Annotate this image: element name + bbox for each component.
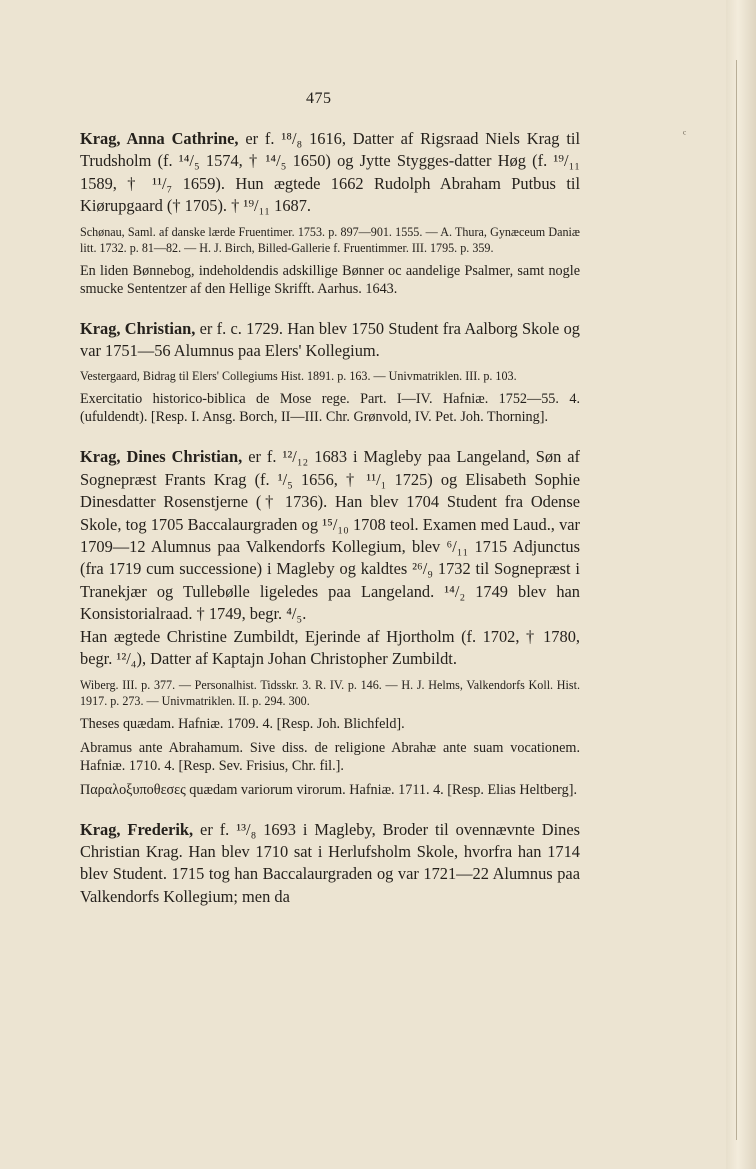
entry-heading: Krag, Anna Cathrine, xyxy=(80,129,239,148)
entry-frederik-intro: Krag, Frederik, er f. ¹³/₈ 1693 i Magleby, Broder til ovennævnte Dines Christian Krag. Han blev 1710 sat i Herlufsholm Skole, hvorfra han 1714 blev Student. 1715 tog han Baccalaurgraden og var 1721—22 Alumnus paa Valkendorfs Kollegium; men da xyxy=(80,819,580,906)
entry-heading: Krag, Christian, xyxy=(80,318,196,338)
entry-work: En liden Bønnebog, indeholdendis adskillige Bønner oc aandelige Psalmer, samt nogle smucke Sententzer af den Hellige Skrifft. Aarhus. 1643. xyxy=(80,262,580,297)
page-number: 475 xyxy=(306,90,332,107)
entry-references: Wiberg. III. p. 377. — Personalhist. Tidsskr. 3. R. IV. p. 146. — H. J. Helms, Valkendorfs Koll. Hist. 1917. p. 273. — Univmatriklen. II. p. 294. 300. xyxy=(80,677,580,708)
entry-heading: Krag, Frederik, xyxy=(80,819,194,839)
entry-references: Schønau, Saml. af danske lærde Fruentimer. 1753. p. 897—901. 1555. — A. Thura, Gynæceum Daniæ litt. 1732. p. 81—82. — H. J. Birch, Billed-Gallerie f. Fruentimmer. III. 1795. p. 359. xyxy=(80,224,580,255)
entry-anna-cathrine-intro: Krag, Anna Cathrine, er f. ¹⁸/₈ 1616, Datter af Rigsraad Niels Krag til Trudsholm (f. ¹⁴/₅ 1574, † ¹⁴/₅ 1650) og Jytte Stygges-datter Høg (f. ¹⁹/₁₁ 1589, † ¹¹/₇ 1659). Hun ægtede 1662 Rudolph Abraham Putbus til Kiørupgaard († 1705). † ¹⁹/₁₁ 1687. xyxy=(80,129,581,216)
margin-mark: ᶜ xyxy=(683,127,687,141)
entry-work: Παραλοξυποθεσες quædam variorum virorum. Hafniæ. 1711. 4. [Resp. Elias Heltberg]. xyxy=(80,781,578,798)
entry-heading: Krag, Dines Christian, xyxy=(80,447,243,467)
entry-christian-intro: Krag, Christian, er f. c. 1729. Han blev 1750 Student fra Aalborg Skole og var 1751—56 Alumnus paa Elers' Kollegium. xyxy=(80,318,580,361)
entry-work: Abramus ante Abrahamum. Sive diss. de religione Abrahæ ante suam vocationem. Hafniæ. 1710. 4. [Resp. Sev. Frisius, Chr. fil.]. xyxy=(80,739,580,774)
page-fold-line xyxy=(736,60,737,1140)
entry-work: Theses quædam. Hafniæ. 1709. 4. [Resp. Joh. Blichfeld]. xyxy=(80,715,405,732)
text-column xyxy=(80,128,580,908)
entry-dines-christian-intro: Krag, Dines Christian, er f. ¹²/₁₂ 1683 i Magleby paa Langeland, Søn af Sognepræst Frants Krag (f. ¹/₅ 1656, † ¹¹/₁ 1725) og Elisabeth Sophie Dinesdatter Rosenstjerne († 1736). Han blev 1704 Student fra Odense Skole, tog 1705 Baccalaurgraden og ¹⁵/₁₀ 1708 teol. Examen med Laud., var 1709—12 Alumnus paa Valkendorfs Kollegium, blev ⁶/₁₁ 1715 Adjunctus (fra 1719 cum successione) i Magleby og kaldtes ²⁶/₉ 1732 til Sognepræst i Tranekjær og Tullebølle ligeledes paa Langeland. ¹⁴/₂ 1749 blev han Konsistorialraad. † 1749, begr. ⁴/₅. xyxy=(80,447,580,624)
entry-references: Vestergaard, Bidrag til Elers' Collegiums Hist. 1891. p. 163. — Univmatriklen. III. p. 103. xyxy=(80,369,517,384)
entry-work: Exercitatio historico-biblica de Mose rege. Part. I—IV. Hafniæ. 1752—55. 4. (ufuldendt). [Resp. I. Ansg. Borch, II—III. Chr. Grønvold, IV. Pet. Joh. Thorning]. xyxy=(80,391,580,426)
entry-marriage: Han ægtede Christine Zumbildt, Ejerinde af Hjortholm (f. 1702, † 1780, begr. ¹²/₄), Datter af Kaptajn Johan Christopher Zumbildt. xyxy=(80,626,580,669)
page-edge xyxy=(726,0,756,1169)
